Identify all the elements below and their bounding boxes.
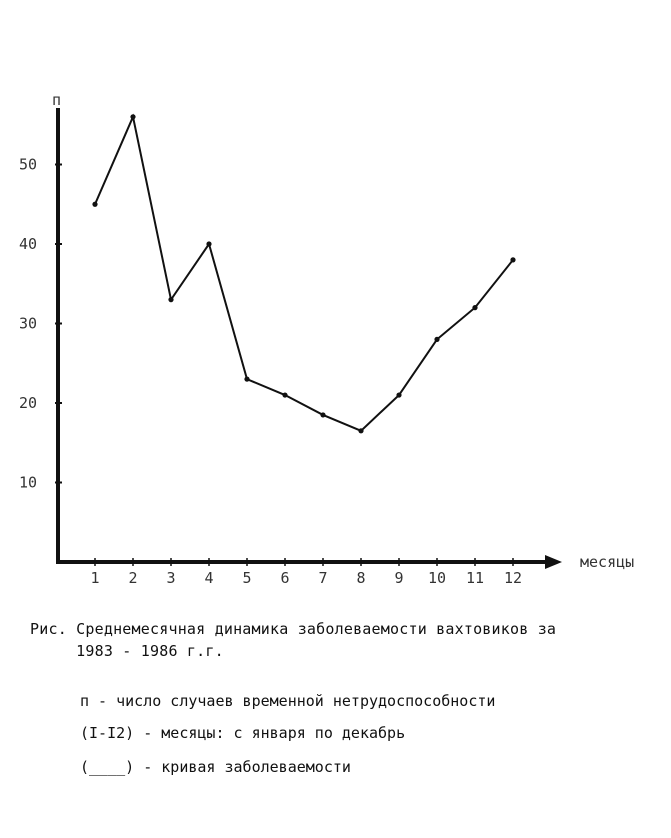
- figure-caption: [30, 618, 630, 662]
- chart-axes: [56, 108, 562, 569]
- data-point: [206, 241, 211, 246]
- data-point: [434, 337, 439, 342]
- x-tick-label: 5: [242, 569, 252, 587]
- caption-line-2: 1983 - 1986 г.г.: [30, 642, 224, 660]
- x-axis-label: месяцы: [580, 553, 635, 571]
- x-tick-label: 4: [204, 569, 214, 587]
- x-tick-label: 1: [90, 569, 100, 587]
- y-tick-label: 40: [18, 235, 37, 253]
- y-tick-label: 10: [18, 473, 37, 492]
- data-point: [396, 392, 401, 397]
- data-point: [472, 305, 477, 310]
- x-tick-label: 3: [166, 569, 176, 587]
- data-point: [282, 392, 287, 397]
- data-point: [358, 428, 363, 433]
- series-group: [92, 114, 515, 433]
- x-axis-arrow: [545, 555, 562, 569]
- series-line: [95, 117, 513, 431]
- y-tick-label: 20: [18, 394, 37, 412]
- legend-curve: (____) - кривая заболеваемости: [80, 758, 351, 776]
- x-tick-label: 2: [128, 569, 138, 587]
- data-point: [510, 257, 515, 262]
- data-point: [92, 202, 97, 207]
- legend-n: п - число случаев временной нетрудоспособности: [80, 692, 496, 710]
- legend-months: (I-I2) - месяцы: с января по декабрь: [80, 724, 406, 742]
- data-point: [168, 297, 173, 302]
- y-axis-label: п: [52, 91, 62, 109]
- y-ticks: [19, 156, 62, 492]
- x-tick-label: 6: [280, 569, 290, 587]
- x-tick-label: 12: [503, 569, 523, 587]
- x-tick-label: 7: [318, 569, 328, 587]
- x-tick-label: 9: [394, 569, 404, 587]
- caption-line-1: Рис. Среднемесячная динамика заболеваемости вахтовиков за: [30, 620, 557, 638]
- data-point: [320, 412, 325, 417]
- x-tick-label: 10: [427, 569, 447, 587]
- data-point: [244, 377, 249, 382]
- x-tick-label: 8: [356, 569, 366, 587]
- x-tick-label: 11: [465, 569, 485, 587]
- y-tick-label: 30: [18, 314, 37, 333]
- y-tick-label: 50: [18, 155, 37, 174]
- data-point: [130, 114, 135, 119]
